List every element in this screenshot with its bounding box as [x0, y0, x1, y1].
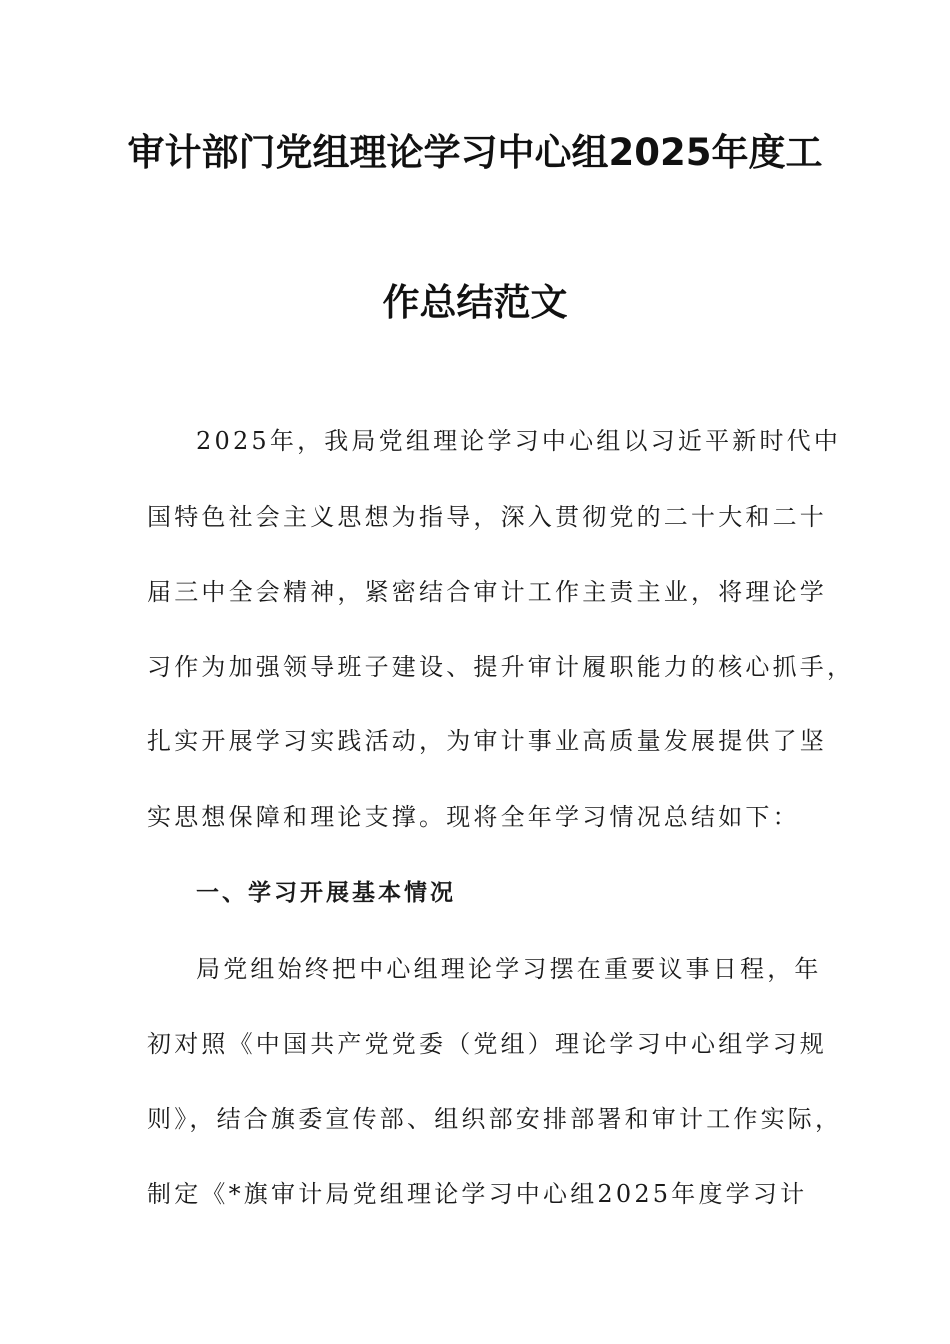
paragraph-2-line: 则》，结合旗委宣传部、组织部安排部署和审计工作实际， — [147, 1105, 843, 1133]
paragraph-1-line: 实思想保障和理论支撑。现将全年学习情况总结如下： — [147, 803, 800, 831]
paragraph-2-line: 局党组始终把中心组理论学习摆在重要议事日程，年 — [196, 955, 822, 983]
paragraph-1-line: 习作为加强领导班子建设、提升审计履职能力的核心抓手， — [147, 653, 855, 681]
document-title-line-2: 作总结范文 — [382, 281, 568, 324]
section-heading: 一、学习开展基本情况 — [196, 880, 456, 906]
paragraph-1-line: 扎实开展学习实践活动，为审计事业高质量发展提供了坚 — [147, 727, 827, 755]
paragraph-1-line: 届三中全会精神，紧密结合审计工作主责主业，将理论学 — [147, 578, 827, 606]
paragraph-2-line: 制定《*旗审计局党组理论学习中心组2025年度学习计 — [147, 1180, 808, 1208]
paragraph-1-line: 国特色社会主义思想为指导，深入贯彻党的二十大和二十 — [147, 503, 827, 531]
paragraph-2-line: 初对照《中国共产党党委（党组）理论学习中心组学习规 — [147, 1030, 827, 1058]
document-title-line-1: 审计部门党组理论学习中心组2025年度工 — [127, 131, 823, 174]
paragraph-1-line: 2025年，我局党组理论学习中心组以习近平新时代中 — [196, 427, 842, 455]
